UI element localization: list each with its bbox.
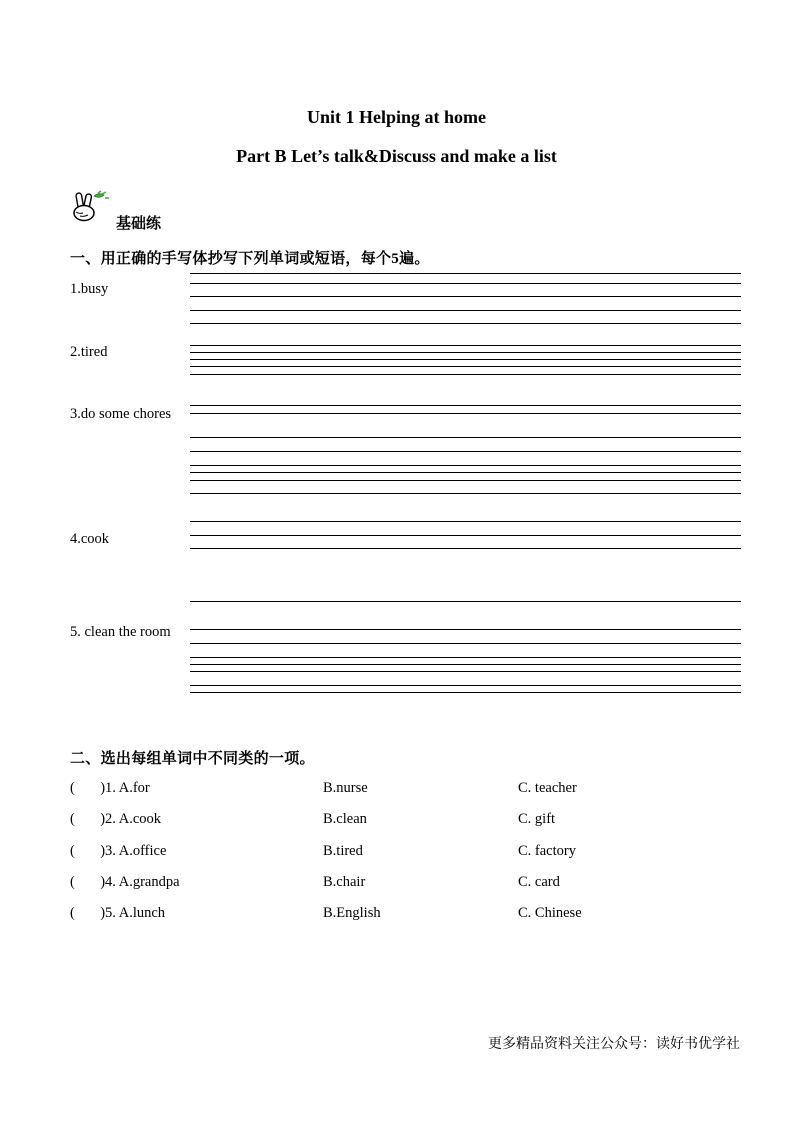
mc-option-a: ( )5. A.lunch: [70, 905, 166, 921]
copy-item-label: 1.busy: [70, 281, 109, 297]
mc-option-a: ( )3. A.office: [70, 843, 167, 859]
copy-item-label: 5. clean the room: [70, 624, 171, 640]
writing-line: [190, 310, 741, 311]
page-subtitle: Part B Let’s talk&Discuss and make a list: [236, 146, 557, 166]
writing-line: [190, 366, 741, 367]
writing-line: [190, 405, 741, 406]
writing-line: [190, 296, 741, 297]
section2-heading: 二、选出每组单词中不同类的一项。: [70, 751, 315, 767]
mc-option-c: C. Chinese: [518, 905, 582, 921]
mc-row: [70, 780, 740, 797]
writing-line: [190, 480, 741, 481]
mc-option-b: B.clean: [323, 811, 367, 827]
writing-line: [190, 437, 741, 438]
mc-option-c: C. gift: [518, 811, 556, 827]
copy-item-label: 4.cook: [70, 531, 110, 547]
writing-line: [190, 657, 741, 658]
writing-line: [190, 643, 741, 644]
mc-row: [70, 811, 740, 828]
mc-option-b: B.chair: [323, 874, 366, 890]
footer-note: 更多精品资料关注公众号：读好书优学社: [488, 1037, 740, 1052]
writing-line: [190, 521, 741, 522]
writing-line: [190, 451, 741, 452]
page-title: Unit 1 Helping at home: [306, 107, 486, 127]
writing-line: [190, 323, 741, 324]
copy-item-label: 2.tired: [70, 344, 108, 360]
mc-row: [70, 843, 740, 860]
writing-line: [190, 273, 741, 274]
writing-line: [190, 493, 741, 494]
writing-line: [190, 692, 741, 693]
mc-option-b: B.nurse: [323, 780, 368, 796]
writing-line: [190, 685, 741, 686]
victory-hand-icon: [68, 190, 112, 227]
section1-heading: 一、用正确的手写体抄写下列单词或短语，每个5遍。: [70, 251, 430, 267]
mc-option-a: ( )1. A.for: [70, 780, 150, 796]
writing-line: [190, 629, 741, 630]
mc-row: [70, 905, 740, 922]
writing-line: [190, 664, 741, 665]
writing-line: [190, 472, 741, 473]
writing-line: [190, 535, 741, 536]
mc-option-b: B.tired: [323, 843, 363, 859]
writing-line: [190, 345, 741, 346]
mc-option-a: ( )2. A.cook: [70, 811, 162, 827]
mc-row: [70, 874, 740, 891]
writing-line: [190, 548, 741, 549]
writing-line: [190, 465, 741, 466]
badge-label: 基础练: [116, 216, 162, 232]
mc-option-c: C. card: [518, 874, 560, 890]
writing-line: [190, 374, 741, 375]
writing-line: [190, 413, 741, 414]
mc-option-b: B.English: [323, 905, 381, 921]
writing-line: [190, 359, 741, 360]
mc-option-c: C. teacher: [518, 780, 577, 796]
mc-option-a: ( )4. A.grandpa: [70, 874, 180, 890]
writing-line: [190, 671, 741, 672]
writing-line: [190, 352, 741, 353]
writing-line: [190, 601, 741, 602]
mc-option-c: C. factory: [518, 843, 576, 859]
copy-item-label: 3.do some chores: [70, 406, 172, 422]
writing-line: [190, 283, 741, 284]
